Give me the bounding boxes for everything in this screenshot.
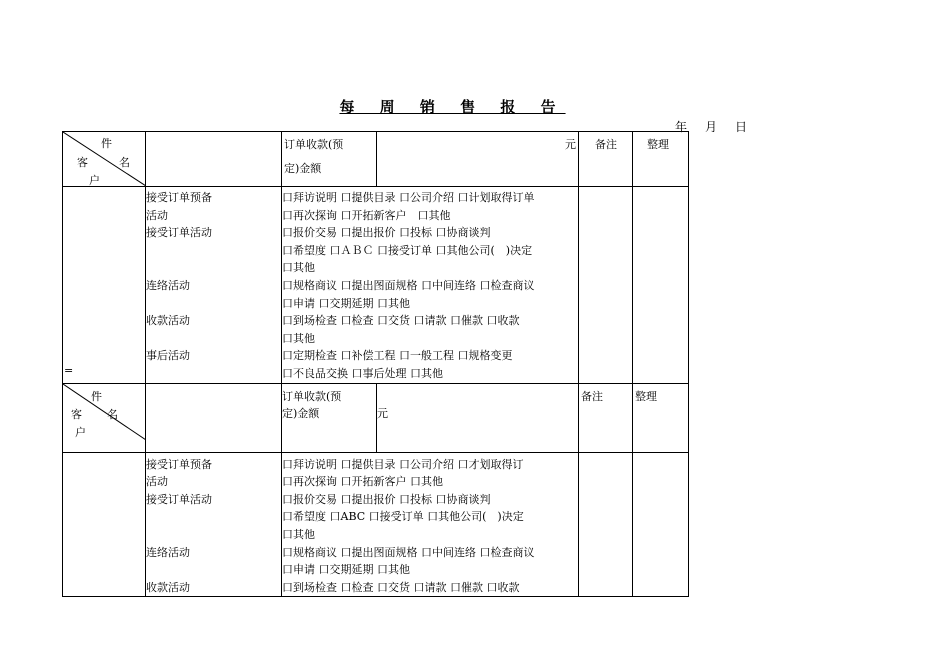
option-line: 口再次探询 口开拓新客户 口其他	[282, 208, 451, 222]
option-line: 口报价交易 口提出报价 口投标 口协商谈判	[282, 226, 491, 240]
customer-name-input-cell-2[interactable]	[146, 383, 282, 452]
date-day: 日	[735, 120, 748, 134]
option-line: 口其他	[282, 527, 315, 541]
activity-row	[63, 187, 689, 384]
option-line: 口报价交易 口提出报价 口投标 口协商谈判	[282, 492, 491, 506]
yuan-unit: 元	[565, 138, 576, 151]
activity-options-2[interactable]	[282, 452, 579, 597]
customer-cell-2[interactable]	[63, 452, 146, 597]
option-line: 口希望度 口ABC 口接受订单 口其他公司( )决定	[282, 510, 524, 524]
activity-options[interactable]	[282, 187, 579, 384]
remarks-header: 备注	[579, 132, 633, 187]
option-line: 口其他	[282, 261, 315, 275]
organize-header-2: 整理	[633, 383, 689, 452]
option-line: 口规格商议 口提出图面规格 口中间连络 口检查商议	[282, 545, 535, 559]
option-line: 口到场检查 口检查 口交货 口请款 口催款 口收款	[282, 580, 520, 594]
option-line: 口其他	[282, 331, 315, 345]
option-line: 口到场检查 口检查 口交货 口请款 口催款 口收款	[282, 314, 520, 328]
organize-cell-2[interactable]	[633, 452, 689, 597]
remarks-cell[interactable]	[579, 187, 633, 384]
report-title: 每 周 销 售 报 告	[339, 98, 566, 116]
remarks-header-2: 备注	[579, 383, 633, 452]
activity-row-2	[63, 452, 689, 597]
diag-label-household: 户	[75, 425, 86, 439]
margin-marker: =	[64, 364, 74, 377]
option-line: 口申请 口交期延期 口其他	[282, 296, 410, 310]
date-month: 月	[705, 120, 718, 134]
option-line: 口规格商议 口提出图面规格 口中间连络 口检查商议	[282, 278, 535, 292]
diag-label-customer: 客	[71, 407, 82, 421]
option-line: 口希望度 口ＡＢＣ 口接受订单 口其他公司( )决定	[282, 243, 533, 257]
customer-item-diagonal-cell	[63, 132, 146, 187]
organize-cell[interactable]	[633, 187, 689, 384]
diag-label-name: 名	[119, 156, 130, 169]
customer-cell[interactable]	[63, 187, 146, 384]
diag-label-customer: 客	[77, 156, 88, 169]
order-amount-value-cell-2[interactable]	[377, 383, 579, 452]
customer-name-input-cell[interactable]	[146, 132, 282, 187]
header-row-2	[63, 383, 689, 452]
weekly-sales-table	[62, 131, 689, 597]
option-line: 口不良品交换 口事后处理 口其他	[282, 366, 443, 380]
order-amount-value-cell[interactable]	[377, 132, 579, 187]
yuan-unit: 元	[377, 406, 388, 420]
option-line: 口拜访说明 口提供目录 口公司介绍 口计划取得订单	[282, 191, 535, 204]
date-year: 年	[675, 120, 688, 134]
activity-labels: 接受订单预备 活动 接受订单活动 连络活动 收款活动 事后活动	[146, 187, 282, 384]
activity-labels-2: 接受订单预备 活动 接受订单活动 连络活动 收款活动	[146, 452, 282, 597]
diag-label-name: 名	[107, 407, 118, 421]
option-line: 口再次探询 口开拓新客户 口其他	[282, 475, 443, 489]
order-amount-label: 订单收款(预 定)金额	[282, 132, 377, 187]
customer-item-diagonal-cell-2	[63, 383, 146, 452]
option-line: 口拜访说明 口提供目录 口公司介绍 口才划取得订	[282, 457, 524, 471]
order-amount-label-2: 订单收款(预 定)金额	[282, 383, 377, 452]
organize-header: 整理	[633, 132, 689, 187]
header-row	[63, 132, 689, 187]
diag-label-household: 户	[89, 174, 100, 187]
option-line: 口定期检查 口补偿工程 口一般工程 口规格变更	[282, 349, 513, 363]
diag-label-item: 件	[101, 137, 112, 150]
option-line: 口申请 口交期延期 口其他	[282, 563, 410, 577]
diag-label-item: 件	[91, 389, 102, 403]
remarks-cell-2[interactable]	[579, 452, 633, 597]
